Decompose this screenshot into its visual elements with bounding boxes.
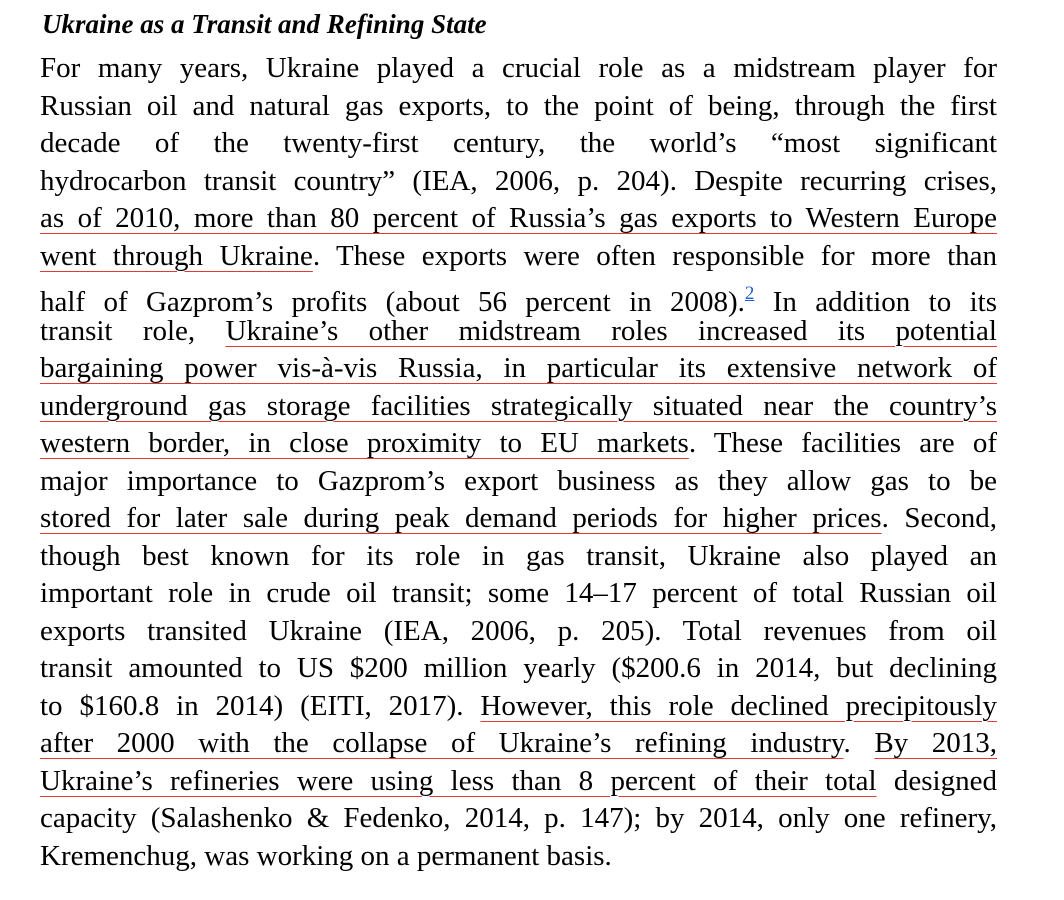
highlighted-text: By 2013, [874,727,998,759]
highlighted-text: went through Ukraine [40,239,313,272]
text-line [40,763,997,801]
text-segment: though best known for its role in gas transit, Ukraine also played an [40,539,997,572]
text-segment: to $160.8 in 2014) (EITI, 2017). [40,689,481,722]
text-line [40,838,997,876]
text-segment: hydrocarbon transit country” (IEA, 2006, p. 204). Despite recurring crises, [40,164,997,197]
highlighted-text: Ukraine’s other midstream roles increased its potential [225,314,997,347]
section-heading: Ukraine as a Transit and Refining State [42,9,487,39]
text-line [40,688,997,726]
text-segment: designed [876,764,997,797]
text-line [40,425,997,463]
body-paragraph [40,50,997,875]
text-segment: important role in crude oil transit; some 14–17 percent of total Russian oil [40,577,997,609]
text-line [40,88,997,126]
text-segment: half of Gazprom’s profits (about 56 percent in 2008). [40,286,745,318]
highlighted-text: as of 2010, more than 80 percent of Russia’s gas exports to Western Europe [40,202,997,234]
text-line [40,350,997,388]
text-line [40,613,997,651]
highlighted-text: after 2000 with the collapse of Ukraine’s refining industry [40,727,844,759]
text-line [40,163,997,201]
text-line [40,200,997,238]
text-segment: For many years, Ukraine played a crucial role as a midstream player for [40,52,997,84]
text-segment: In addition to its [754,286,997,318]
text-segment: transit amounted to US $200 million yearly ($200.6 in 2014, but declining [40,652,997,684]
text-segment: transit role, [40,314,226,347]
footnote-link[interactable]: 2 [744,283,755,304]
text-line [40,800,997,838]
text-segment: major importance to Gazprom’s export business as they allow gas to be [40,464,997,497]
highlighted-text: western border, in close proximity to EU markets [40,427,689,459]
text-segment: Kremenchug, was working on a permanent basis. [40,839,612,872]
text-line [40,725,997,763]
text-line [40,125,997,163]
text-segment: decade of the twenty-first century, the world’s “most significant [40,127,997,159]
text-segment: . [843,727,875,759]
highlighted-text: However, this role declined precipitously [480,689,997,722]
highlighted-text: bargaining power vis-à-vis Russia, in particular its extensive network of [40,352,997,384]
highlighted-text: underground gas storage facilities strategically situated near the country’s [40,389,997,422]
text-segment: . These exports were often responsible for more than [312,239,997,272]
text-line [40,275,997,318]
text-segment: Russian oil and natural gas exports, to the point of being, through the first [40,89,997,122]
text-line [40,575,997,613]
document-page [40,0,997,875]
text-segment: exports transited Ukraine (IEA, 2006, p. 205). Total revenues from oil [40,614,997,647]
text-line [40,238,997,276]
text-segment: capacity (Salashenko & Fedenko, 2014, p. 147); by 2014, only one refinery, [40,802,997,834]
text-line [40,50,997,88]
highlighted-text: stored for later sale during peak demand periods for higher prices [40,502,882,534]
text-segment: . These facilities are of [688,427,997,459]
text-line [40,313,997,351]
text-line [40,388,997,426]
text-line [40,538,997,576]
text-line [40,650,997,688]
highlighted-text: Ukraine’s refineries were using less than 8 percent of their total [40,764,877,797]
text-line [40,463,997,501]
text-segment: . Second, [881,502,998,534]
text-line [40,500,997,538]
